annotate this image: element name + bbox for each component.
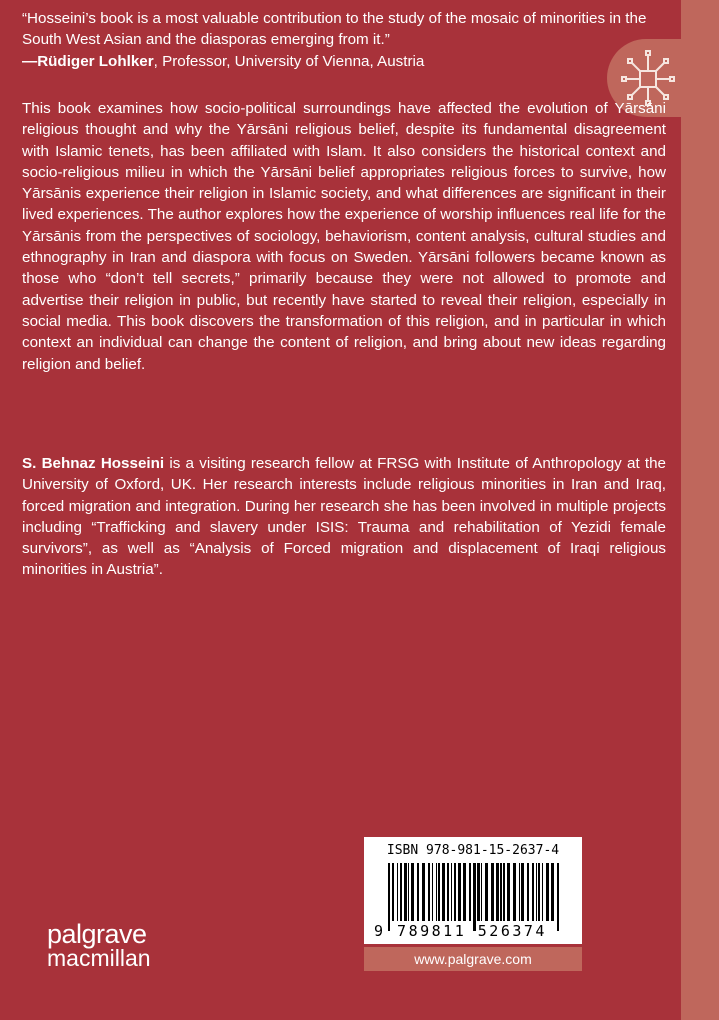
barcode-bar (392, 863, 394, 921)
author-bio-text: is a visiting research fellow at FRSG with Institute of Anthropology at the University of Oxford, UK. Her research interests include religious minorities in Iran and Iraq, forced migration and integration. During her research she has been involved in multiple projects including “Trafficking and slavery under ISIS: Trauma and rehabilitation of Yezidi female survivors”, as well as “Analysis of Forced migration and displacement of Iraqi religious minorities in Austria”. (22, 455, 666, 579)
barcode-bar (491, 863, 494, 921)
barcode-bar (507, 863, 510, 921)
barcode-bar (422, 863, 425, 921)
barcode-bar (542, 863, 543, 921)
barcode-bar (485, 863, 488, 921)
barcode-bar (454, 863, 456, 921)
barcode-bar (442, 863, 445, 921)
spine-strip (681, 0, 719, 1020)
book-description (22, 98, 666, 375)
description-text: This book examines how socio-political surroundings have affected the evolution of Yārsāni religious thought and why the Yārsāni religious belief, despite its fundamental disagreement with Islamic tenets, has been affiliated with Islam. It also considers the historical context and socio-religious milieu in which the Yārsāni belief appropriates religious forces to survive, how Yārsānis experience their religion in Islamic society, and what differences are significant in their lived experiences. The author explores how the experience of worship influences real life for the Yārsānis from the perspectives of sociology, behaviorism, content analysis, cultural studies and ethnography in Iran and diaspora with focus on Sweden. Yārsāni followers became known as those who “don’t tell secrets,” primarily because they were not allowed to promote and advertise their religion in public, but recently have started to reveal their religion, especially in social media. This book discovers the transformation of this religion, and in particular in which context an individual can change the content of religion, and bring about new ideas regarding religion and belief. (22, 100, 666, 373)
barcode-bar (400, 863, 402, 921)
barcode-bars (388, 863, 560, 931)
barcode-bar (451, 863, 452, 921)
barcode-bar (536, 863, 537, 921)
logo-line-1: palgrave (47, 919, 147, 949)
quote-text: “Hosseini’s book is a most valuable contribution to the study of the mosaic of minorities in the South West Asian and the diasporas emerging from it.” (22, 10, 647, 49)
barcode-bar (463, 863, 466, 921)
barcode-bar (481, 863, 482, 921)
website-link[interactable]: www.palgrave.com (364, 947, 582, 971)
barcode-bar (447, 863, 449, 921)
barcode-digits: 9 789811 526374 (374, 922, 547, 940)
quote-author: —Rüdiger Lohlker (22, 52, 154, 70)
barcode-bar (551, 863, 554, 921)
author-name: S. Behnaz Hosseini (22, 455, 165, 472)
barcode-bar (519, 863, 520, 921)
barcode-bar (436, 863, 437, 921)
barcode-bar (417, 863, 419, 921)
isbn-label: ISBN 978-981-15-2637-4 (386, 843, 560, 858)
barcode-bar (557, 863, 559, 931)
barcode-bar (513, 863, 516, 921)
barcode-bar (496, 863, 499, 921)
barcode-bar (473, 863, 476, 931)
barcode-bar (411, 863, 414, 921)
barcode-bar (527, 863, 529, 921)
barcode-bar (477, 863, 480, 921)
barcode-bar (397, 863, 398, 921)
endorsement-quote (22, 8, 666, 72)
quote-author-affiliation: , Professor, University of Vienna, Austria (153, 52, 425, 70)
barcode-bar (521, 863, 524, 921)
barcode-bar (388, 863, 390, 931)
publisher-logo (47, 919, 151, 971)
isbn-barcode (364, 837, 582, 944)
barcode-bar (532, 863, 534, 921)
logo-line-2: macmillan (47, 945, 151, 971)
barcode-bar (428, 863, 430, 921)
barcode-bar (538, 863, 540, 921)
barcode-bar (458, 863, 461, 921)
quote-attribution (22, 51, 666, 72)
barcode-bar (408, 863, 409, 921)
barcode-bar (404, 863, 407, 921)
barcode-bar (500, 863, 502, 921)
barcode-bar (503, 863, 505, 921)
barcode-bar (546, 863, 549, 921)
barcode-bar (469, 863, 471, 921)
barcode-bar (432, 863, 433, 921)
barcode-bar (438, 863, 440, 921)
author-bio (22, 453, 666, 581)
